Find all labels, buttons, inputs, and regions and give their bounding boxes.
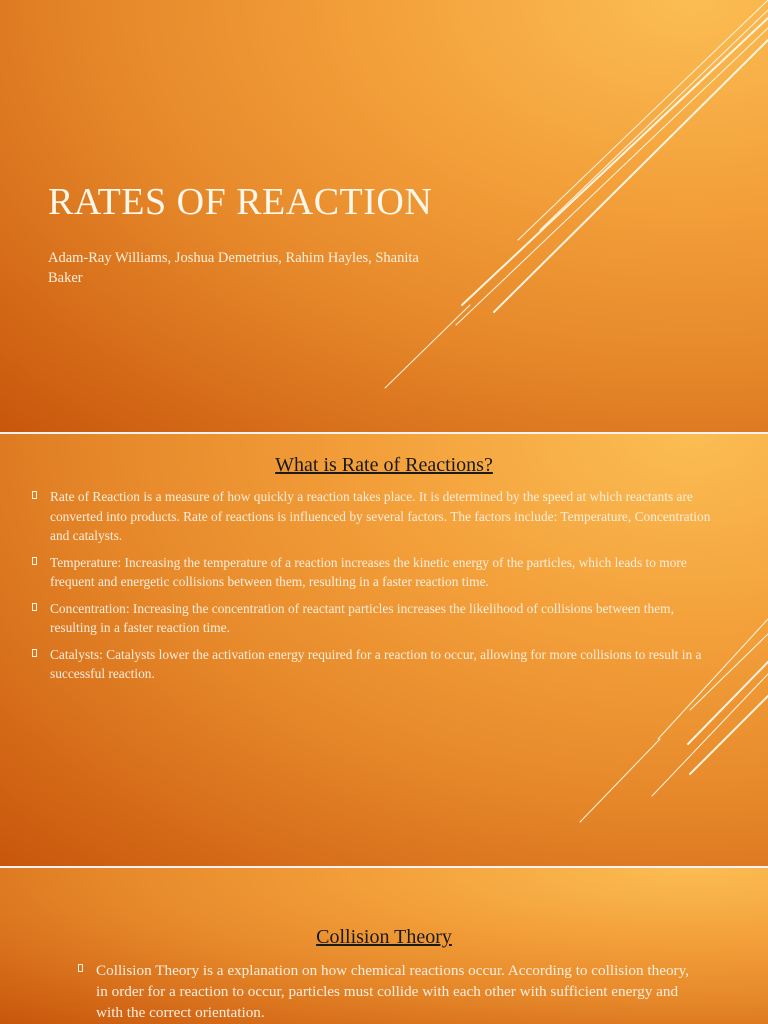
bullet-icon — [32, 491, 37, 499]
bullet-text: Catalysts: Catalysts lower the activation energy required for a reaction to occur, allowing for more collisions to result in a successful reaction. — [50, 646, 702, 681]
bullet-text: Collision Theory is a explanation on how chemical reactions occur. According to collision theory, in order for a reaction to occur, particles must collide with each other with sufficient energy and with the correct orientation. — [96, 962, 690, 1021]
rate-of-reactions-slide — [0, 434, 768, 866]
deco-line — [462, 18, 768, 305]
deco-line — [494, 40, 768, 312]
title-slide — [0, 0, 768, 432]
bullet-icon — [32, 603, 37, 611]
deco-line — [690, 696, 768, 774]
list-item — [32, 599, 722, 638]
bullet-list — [78, 960, 698, 1024]
bullet-text: Rate of Reaction is a measure of how quickly a reaction takes place. It is determined by the speed at which reactants are converted into products. Rate of reactions is influenced by several factors. The factors include: Temperature, Concentration and catalysts. — [50, 489, 711, 543]
deco-line — [580, 739, 660, 822]
slide-heading: What is Rate of Reactions? — [275, 454, 493, 476]
deco-line — [385, 305, 470, 388]
bullet-list — [32, 487, 722, 691]
deco-line — [652, 674, 768, 796]
authors: Adam-Ray Williams, Joshua Demetrius, Rahim Hayles, Shanita Baker — [48, 250, 419, 286]
slide-heading: Collision Theory — [316, 926, 452, 948]
bullet-text: Concentration: Increasing the concentration of reactant particles increases the likelihood of collisions between them, resulting in a faster reaction time. — [50, 600, 674, 635]
presentation-title: RATES OF REACTION — [48, 181, 433, 223]
list-item — [32, 645, 722, 684]
bullet-text: Temperature: Increasing the temperature of a reaction increases the kinetic energy of the particles, which leads to more frequent and energetic collisions between them, resulting in a faster reaction time. — [50, 554, 687, 589]
deco-line — [540, 10, 768, 230]
list-item — [78, 960, 698, 1023]
bullet-icon — [32, 649, 37, 657]
list-item — [32, 487, 722, 546]
bullet-icon — [32, 557, 37, 565]
deco-line — [518, 0, 768, 240]
list-item — [32, 553, 722, 592]
deco-line — [456, 28, 768, 325]
bullet-icon — [78, 964, 83, 972]
collision-theory-slide — [0, 868, 768, 1024]
